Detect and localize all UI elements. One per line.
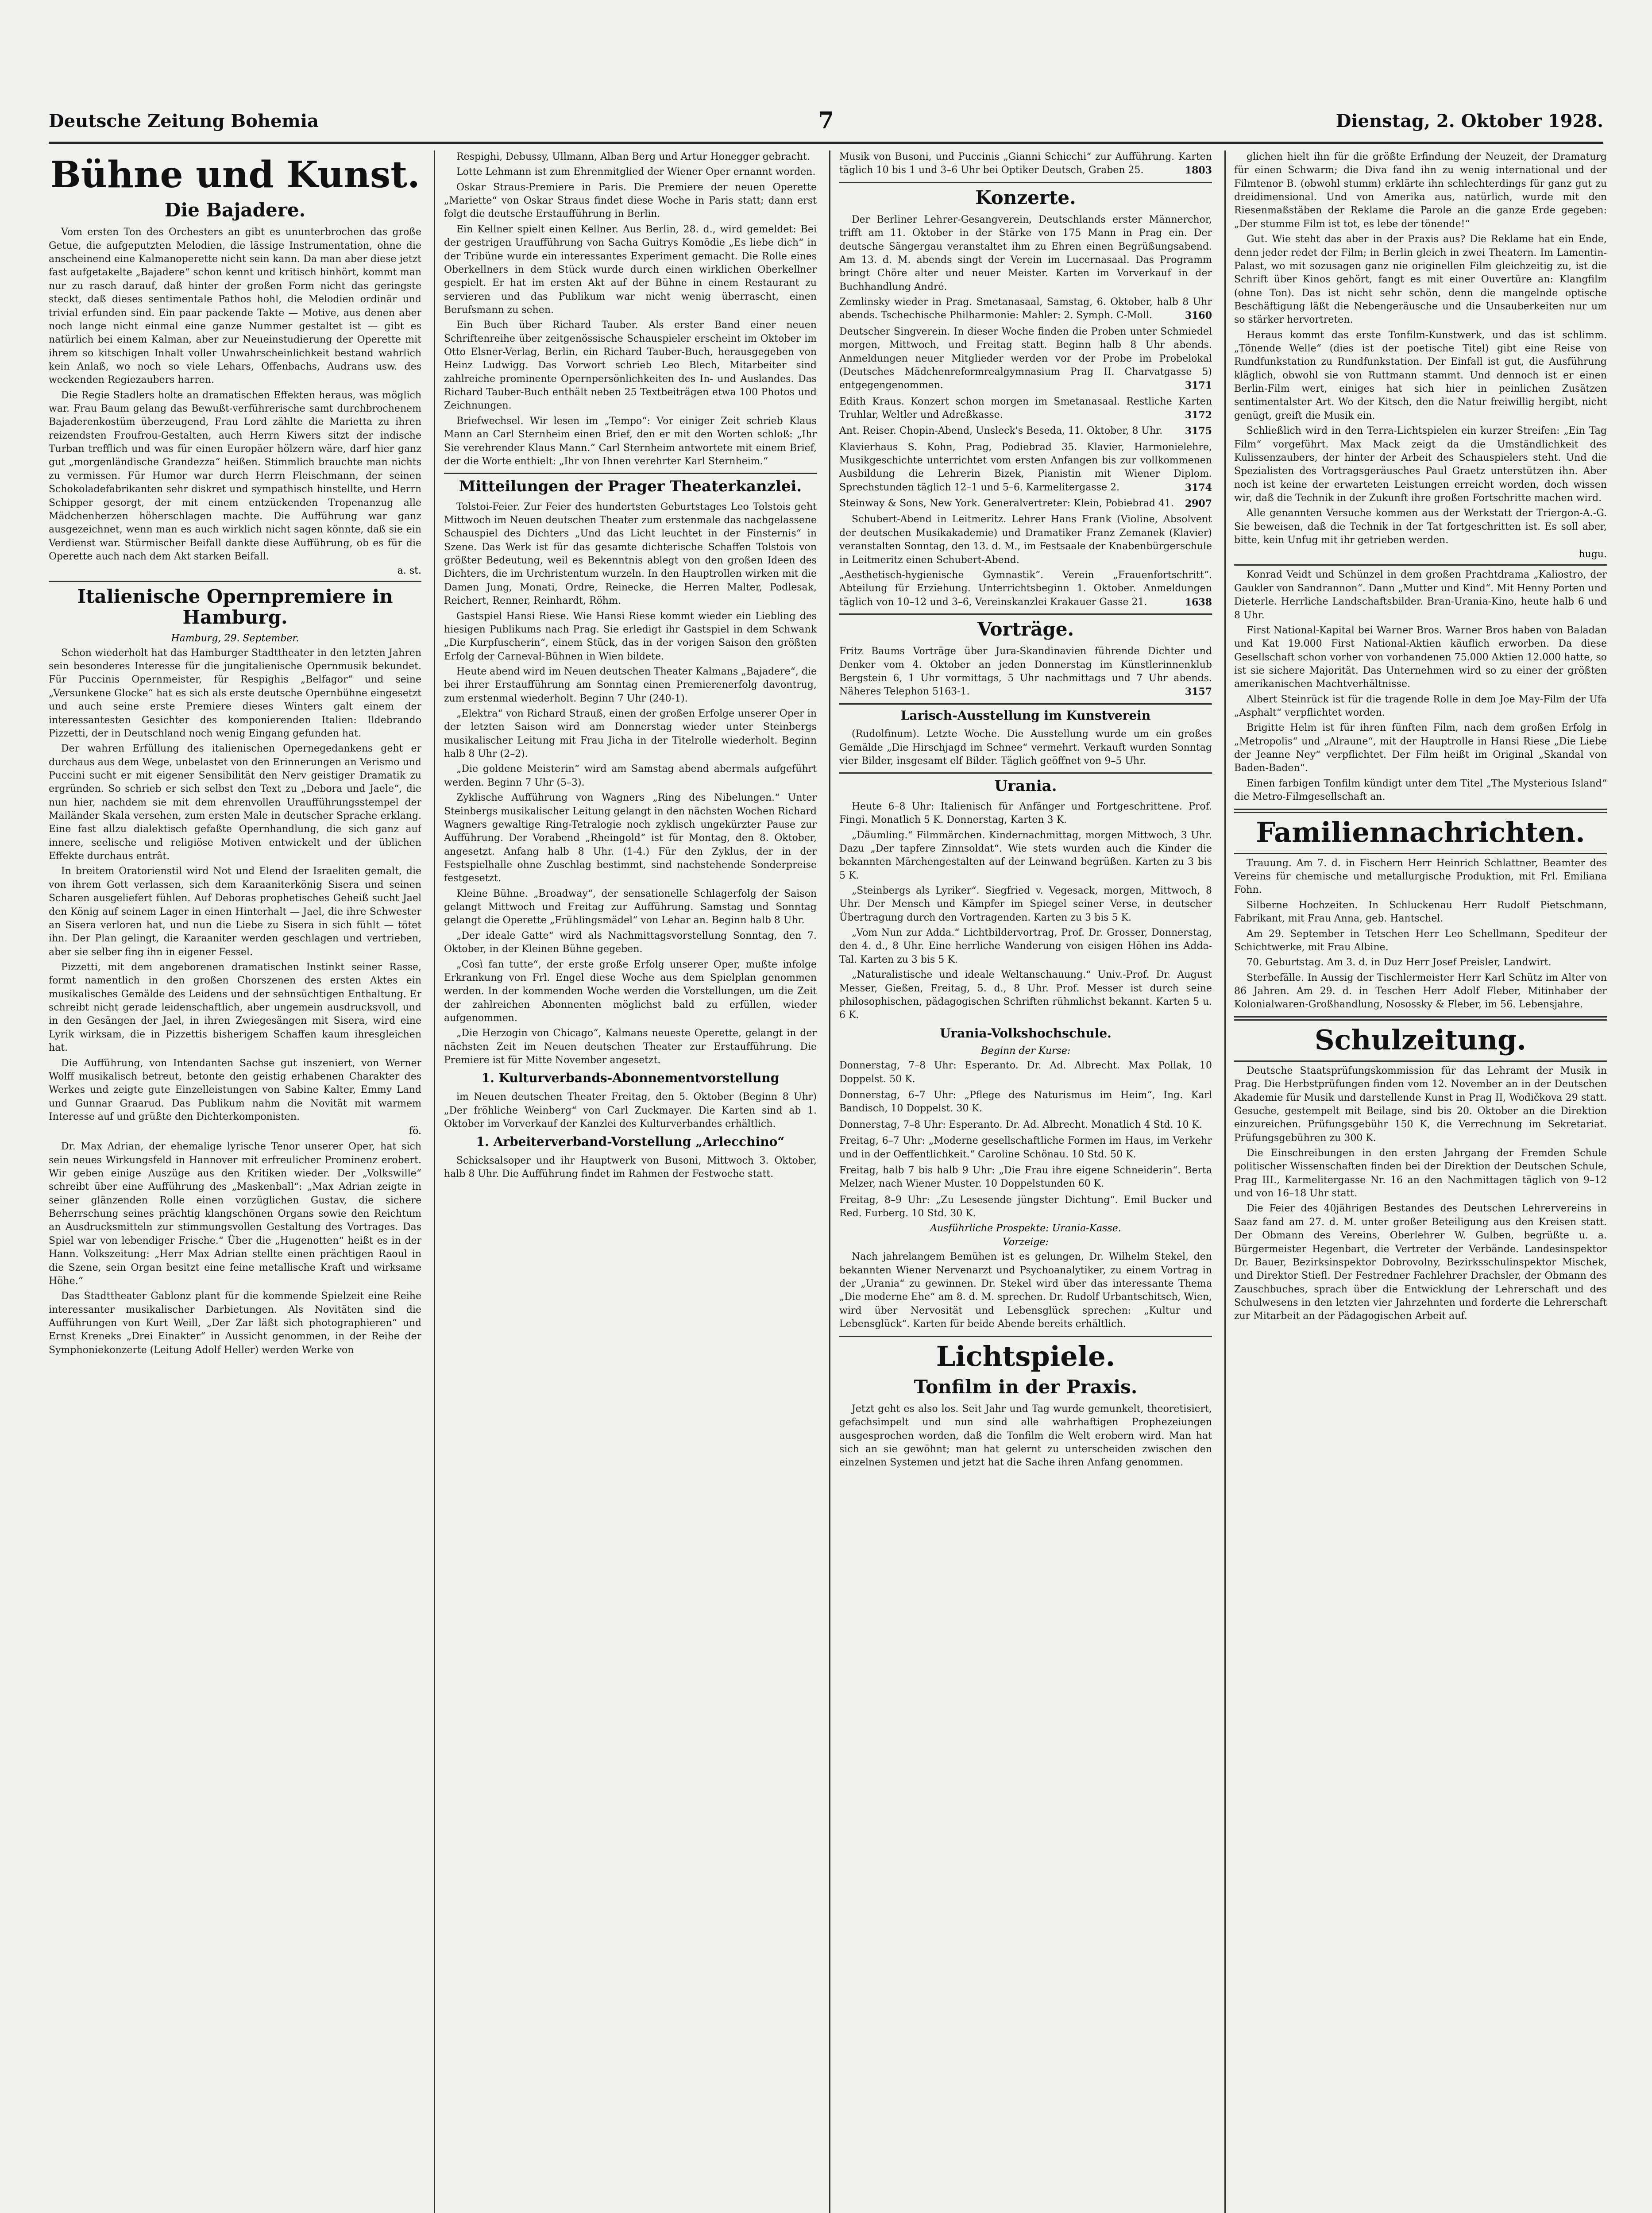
paragraph-larisch: (Rudolfinum). Letzte Woche. Die Ausstellung wurde um ein großes Gemälde „Die Hirschjagd im Schnee“ vermehrt. Verkauft wurden Sonntag vier Bilder, insgesamt elf Bilder. Täglich geöffnet von 9–5 Uhr.	[839, 729, 1212, 767]
column-1	[49, 150, 421, 2213]
notice-kraus: Edith Kraus. Konzert schon morgen im Smetanasaal. Restliche Karten Truhlar, Weltler und Adreßkasse. 3172	[839, 395, 1212, 422]
paragraph-schul3: Die Feier des 40jährigen Bestandes des Deutschen Lehrervereins in Saaz fand am 27. d. M. unter großer Beteiligung aus den Kreisen statt. Der Obmann des Vereins, Oberlehrer W. Gulben, begrüßte u. a. Bürgermeister Hegenbart, die Vertreter der Verbände. Landesinspektor Dr. Bauer, Bezirksinspektor Dobrovolny, Bezirksschulinspektor Mischek, und Direktor Stiefl. Der Festredner Fachlehrer Drachsler, der Obmann des Zauschbuches, sprach über die Entwicklung der Lehrerschaft und des Schulwesens in den letzten vier Jahrzehnten und forderte die Lehrerschaft zur Mitarbeit an der Pädagogischen Arbeit auf.	[1234, 1203, 1607, 1322]
column-4	[1234, 150, 1607, 2213]
page-header	[49, 107, 1603, 142]
section-title-konzerte: Konzerte.	[975, 186, 1076, 208]
signature: hugu.	[1579, 549, 1607, 560]
masthead: Deutsche Zeitung Bohemia	[49, 111, 319, 131]
paragraph-gatte: „Der ideale Gatte“ wird als Nachmittagsvorstellung Sonntag, den 7. Oktober, in der Kleinen Bühne gegeben.	[444, 930, 817, 955]
column-separator	[829, 150, 830, 2213]
paragraph: „Däumling.“ Filmmärchen. Kindernachmittag, morgen Mittwoch, 3 Uhr. Dazu „Der tapfere Zinnsoldat“. Wie stets wurden auch die Kinder die bekannten Märchengestalten auf der Leinwand begrüßen. Karten zu 3 bis 5 K.	[839, 829, 1212, 881]
column-separator	[1224, 150, 1226, 2213]
section-title-buehne: Bühne und Kunst.	[50, 154, 420, 196]
signature: a. st.	[397, 565, 421, 577]
paragraph-herzogin: „Die Herzogin von Chicago“, Kalmans neueste Operette, gelangt in der nächsten Zeit im Neuen deutschen Theater zur Erstaufführung. Die Premiere ist für Mitte November angesetzt.	[444, 1028, 817, 1066]
section-title-vortraege: Vorträge.	[977, 618, 1074, 640]
paragraph-tauber: Ein Buch über Richard Tauber. Als erster Band einer neuen Schriftenreihe über zeitgenössische Schauspieler erscheint im Oktober im Otto Elsner-Verlag, Berlin, ein Richard Tauber-Buch, herausgegeben von Heinz Ludwigg. Das Vorwort schrieb Leo Blech, Mitarbeiter sind zahlreiche prominente Opernpersönlichkeiten des In- und Auslandes. Das Richard Tauber-Buch enthält neben 25 Textbeiträgen etwa 100 Photos und Zeichnungen.	[444, 320, 817, 412]
paragraph: Die Regie Stadlers holte an dramatischen Effekten heraus, was möglich war. Frau Baum gelang das Bewußt-verführerische samt durchbrochenem Bajaderenkostüm überzeugend, Frau Lord zählte die Marietta zu ihren reizendsten Froufrou-Gestalten, auch Herrn Kiwers sitzt der indische Turban trefflich und was für einen Europäer hölzern wäre, darf hier ganz gut „morgenländische Grandezza“ heißen. Stimmlich brauchte man nichts zu vermissen. Für Humor war durch Herrn Fleischmann, der seinen Schokoladefabrikanten sehr diskret und sympathisch hinstellte, und Herrn Schipper gesorgt, der mit einem entzückenden Tropenanzug alle Mädchenherzen höherschlagen machte. Die Aufführung war ganz ausgezeichnet, wenn man es auch wirklich nicht sagen könnte, daß sie ein Verdienst war. Stürmischer Beifall dankte diese Aufführung, ob es für die Operette auch nach dem Akt starken Beifall.	[49, 389, 421, 562]
paragraph: Schon wiederholt hat das Hamburger Stadttheater in den letzten Jahren sein besonderes Interesse für die jungitalienische Opernmusik bekundet. Für Puccinis Opernmeister, für Respighis „Belfagor“ und seine „Versunkene Glocke“ hat es sich als erste deutsche Opernbühne eingesetzt und auch seine erste Premiere dieses Winters galt einem der interessantesten Gesichter des komponierenden Italien: Ildebrando Pizzetti, der in Deutschland noch wenig Eingang gefunden hat.	[49, 647, 421, 739]
paragraph-trauung: Trauung. Am 7. d. in Fischern Herr Heinrich Schlattner, Beamter des Vereins für chemische und metallurgische Produktion, mit Frl. Emiliana Fohn.	[1234, 857, 1607, 896]
heading-arbeiterverband: 1. Arbeiterverband-Vorstellung „Arlecchino“	[476, 1134, 785, 1149]
issue-date: Dienstag, 2. Oktober 1928.	[1335, 111, 1603, 131]
subheading: Beginn der Kurse:	[980, 1045, 1071, 1057]
divider	[49, 581, 421, 582]
paragraph-meisterin: „Die goldene Meisterin“ wird am Samstag abend abermals aufgeführt werden. Beginn 7 Uhr (5–3).	[444, 763, 817, 788]
paragraph-schul1: Deutsche Staatsprüfungskommission für das Lehramt der Musik in Prag. Die Herbstprüfungen finden vom 12. November an in der Deutschen Akademie für Musik und darstellende Kunst in Prag II, Wodičkova 29 statt. Gesuche, gestempelt mit Beilage, sind bis 20. Oktober an die Direktion einzureichen. Prüfungsgebühr 150 K, die Verrechnung im Sekretariat. Prüfungsgebühren zu 300 K.	[1234, 1065, 1607, 1144]
column-2	[444, 150, 817, 2213]
notice-baum: Fritz Baums Vorträge über Jura-Skandinavien führende Dichter und Denker vom 4. Oktober an jeden Donnerstag im Künstlerinnenklub Bergstein 6, 1 Uhr vormittags, 5 Uhr nachmittags und 7 Uhr abends. Näheres Telephon 5163-1. 3157	[839, 645, 1212, 698]
paragraph: „Vom Nun zur Adda.“ Lichtbildervortrag, Prof. Dr. Grosser, Donnerstag, den 4. d., 8 Uhr. Eine herrliche Wanderung von eisigen Höhen ins Adda-Tal. Karten zu 3 bis 5 K.	[839, 927, 1212, 965]
paragraph-arbeiter: Schicksalsoper und ihr Hauptwerk von Busoni, Mittwoch 3. Oktober, halb 8 Uhr. Die Aufführung findet im Rahmen der Festwoche statt.	[444, 1155, 817, 1180]
paragraph: Alle genannten Versuche kommen aus der Werkstatt der Triergon-A.-G. Sie beweisen, daß die Technik in der Tat fortgeschritten ist. Es soll aber, bitte, kein Unfug mit ihr getrieben werden.	[1234, 508, 1607, 546]
section-title-urania: Urania.	[994, 777, 1057, 795]
paragraph: Pizzetti, mit dem angeborenen dramatischen Instinkt seiner Rasse, formt namentlich in den großen Chorszenen des ersten Aktes ein musikalisches Gemälde des Leidens und der sehnsüchtigen Enthaltung. Er schreibt nicht gerade leidenschaftlich, aber ungemein ausdrucksvoll, und in den Gesängen der Jael, in ihren Zwiegesängen mit Sisera, wird eine Lyrik wirksam, die in Pizzettis bisherigem Schaffen kaum ihresgleichen hat.	[49, 962, 421, 1054]
paragraph-tolstoi: Tolstoi-Feier. Zur Feier des hundertsten Geburtstages Leo Tolstois geht Mittwoch im Neuen deutschen Theater zum erstenmale das nachgelassene Schauspiel des Dichters „Und das Licht leuchtet in der Finsternis“ in Szene. Das Werk ist für das gesamte dichterische Schaffen Tolstois von größter Bedeutung, weil es Bekenntnis ablegt von den großen Ideen des Dichters, die im Urchristentum wurzeln. In den Hauptrollen wirken mit die Damen Jung, Monati, Ordre, Reinecke, die Herren Malter, Podlesak, Reichert, Renner, Reinhardt, Röhm.	[444, 501, 817, 607]
notice-zemlinsky: Zemlinsky wieder in Prag. Smetanasaal, Samstag, 6. Oktober, halb 8 Uhr abends. Tschechische Philharmonie: Mahler: 2. Symph. C-Moll. 3160	[839, 296, 1212, 323]
course-item: Freitag, 6–7 Uhr: „Moderne gesellschaftliche Formen im Haus, im Verkehr und in der Oeffentlichkeit.“ Caroline Schönau. 10 Std. 50 K.	[839, 1135, 1212, 1160]
paragraph-ring: Zyklische Aufführung von Wagners „Ring des Nibelungen.“ Unter Steinbergs musikalischer Leitung gelangt in den nächsten Wochen Richard Wagners gewaltige Ring-Tetralogie noch zyklisch ungekürzter Pause zur Aufführung. Der Vorabend „Rheingold“ ist für Montag, den 8. Oktober, angesetzt. Anfang halb 8 Uhr. (1-4.) Für den Zyklus, der in der Festspielhalle ohne Zuschlag bestimmt, sind nachstehende Sonderpreise festgesetzt.	[444, 792, 817, 884]
heading-larisch: Larisch-Ausstellung im Kunstverein	[900, 708, 1151, 723]
paragraph: „Steinbergs als Lyriker“. Siegfried v. Vegesack, morgen, Mittwoch, 8 Uhr. Der Mensch und Kämpfer im Spiegel seiner Verse, in deutscher Übertragung durch den Vortragenden. Karten zu 3 bis 5 K.	[839, 885, 1212, 923]
divider	[1234, 1016, 1607, 1021]
divider	[1234, 1060, 1607, 1062]
paragraph-lehrer: Der Berliner Lehrer-Gesangverein, Deutschlands erster Männerchor, trifft am 11. Oktober in der Stärke von 175 Mann in Prag ein. Der deutsche Sängergau veranstaltet ihm zu Ehren einen Begrüßungsabend. Am 13. d. M. abends singt der Verein im Lucernasaal. Das Programm bringt Chöre alter und neuer Meister. Karten im Vorverkauf in der Buchhandlung André.	[839, 214, 1212, 293]
header-rule	[49, 142, 1603, 144]
paragraph-national: First National-Kapital bei Warner Bros. Warner Bros haben von Baladan und Kat 19.000 First National-Aktien käuflich erworben. Da diese Gesellschaft schon vorher von vorhandenen 75.000 Aktien 12.000 hatte, so ist sie sichere Majorität. Das Unternehmen wird so zu einer der größten amerikanischen Machtverhältnisse.	[1234, 625, 1607, 690]
course-item: Donnerstag, 7–8 Uhr: Esperanto. Dr. Ad. Albrecht. Max Pollak, 10 Doppelst. 50 K.	[839, 1060, 1212, 1085]
paragraph: Der wahren Erfüllung des italienischen Opernegedankens geht er durchaus aus dem Wege, unbelastet von den Erinnerungen an Verismo und Puccini sucht er mit eigener Sensibilität den Nerv geistiger Dramatik zu ergründen. So schrieb er sich selbst den Text zu „Debora und Jaele“, die nun hier, nachdem sie mit dem ehrenvollen Uraufführungsstempel der Mailänder Skala versehen, zum ersten Male in deutscher Sprache erklang. Eine fast allzu dialektisch gefaßte Opernhandlung, die sich ganz auf innere, seelische und religiöse Motiven entwickelt und der üblichen Effekte durchaus entrât.	[49, 743, 421, 862]
paragraph: Heraus kommt das erste Tonfilm-Kunstwerk, und das ist schlimm. „Tönende Welle“ (dies ist der poetische Titel) gibt eine Reise von Rundfunkstation zu Rundfunkstation. Der Einfall ist gut, die Ausführung kläglich, obwohl sie von Ruttmann stammt. Und dennoch ist er einen Berlin-Film wert, einiges hat sich hier in peinlichen Zusätzen sentimentalster Art. Wo der Kitsch, den die Natur freiwillig hergibt, nicht genügt, greift die Musik ein.	[1234, 329, 1607, 421]
heading-kulturverband: 1. Kulturverbands-Abonnementvorstellung	[481, 1071, 780, 1086]
paragraph: Respighi, Debussy, Ullmann, Alban Berg und Artur Honegger gebracht.	[456, 151, 811, 162]
divider	[839, 613, 1212, 615]
section-title-mitteilungen: Mitteilungen der Prager Theaterkanzlei.	[459, 478, 802, 496]
section-title-familien: Familiennachrichten.	[1256, 816, 1585, 848]
paragraph-helm: Brigitte Helm ist für ihren fünften Film, nach dem großen Erfolg in „Metropolis“ und „Alraune“, mit der Hauptrolle in Hansi Riese „Die Liebe der Jeanne Ney“ verpflichtet. Der Film heißt im Original „Skandal von Baden-Baden“.	[1234, 722, 1607, 774]
course-item: Donnerstag, 6–7 Uhr: „Pflege des Naturismus im Heim“, Ing. Karl Bandisch, 10 Doppelst. 30 K.	[839, 1090, 1212, 1114]
paragraph-veidt: Konrad Veidt und Schünzel in dem großen Prachtdrama „Kaliostro, der Gaukler von Sandrannon“. Dann „Mutter und Kind“. Mit Henny Porten und Dieterle. Herrliche Landschaftsbilder. Bran-Urania-Kino, heute halb 6 und 8 Uhr.	[1234, 569, 1607, 621]
course-item: Freitag, 8–9 Uhr: „Zu Lesesende jüngster Dichtung“. Emil Bucker und Red. Furberg. 10 Std. 30 K.	[839, 1194, 1212, 1219]
paragraph-broadway: Kleine Bühne. „Broadway“, der sensationelle Schlagerfolg der Saison gelangt Mittwoch und Freitag zur Aufführung. Samstag und Sonntag gelangt die Operette „Frühlingsmädel“ von Lehar an. Beginn halb 8 Uhr.	[444, 888, 817, 926]
paragraph: glichen hielt ihn für die größte Erfindung der Neuzeit, der Dramaturg für einen Schwarm; die Diva fand ihn zu wenig international und der Filmtenor B. (obwohl stumm) erklärte ihn schlechterdings für ganz gut zu dreidimensional. Und von Amerika aus, natürlich, wurde mit den Riesenmaßstäben der Reklame die Parole an die ganze Erde gegeben: „Der stumme Film ist tot, es lebe der tönende!“	[1234, 151, 1607, 230]
divider	[444, 473, 817, 474]
section-title-schulzeitung: Schulzeitung.	[1314, 1023, 1527, 1056]
paragraph-straus: Oskar Straus-Premiere in Paris. Die Premiere der neuen Operette „Mariette“ von Oskar Straus findet diese Woche in Paris statt; dann erst folgt die deutsche Erstaufführung in Berlin.	[444, 181, 817, 220]
paragraph-schubert: Schubert-Abend in Leitmeritz. Lehrer Hans Frank (Violine, Absolvent der deutschen Musikakademie) und Dramatiker Franz Zemanek (Klavier) veranstalten Sonntag, den 13. d. M., im Festsaale der Knabenbürgerschule in Leitmeritz einen Schubert-Abend.	[839, 514, 1212, 566]
notice-steinway: Steinway & Sons, New York. Generalvertreter: Klein, Pobiebrad 41. 2907	[839, 497, 1212, 510]
paragraph: Gut. Wie steht das aber in der Praxis aus? Die Reklame hat ein Ende, denn jeder redet der Film; in Berlin gleich in zwei Theatern. Im Lamentin-Palast, wo mit sozusagen ganz nie originellen Film gleichzeitig zu, ist die Schrift über Kinos gehört, fangt es mit einer Ouvertüre an: Klangfilm (ohne Ton). Das ist nicht sehr schön, denn die mangelnde optische Beschäftigung läßt die Nebengeräusche und die Unsauberkeiten nur um so stärker hervortreten.	[1234, 234, 1607, 326]
paragraph: Vom ersten Ton des Orchesters an gibt es ununterbrochen das große Getue, die aufgeputzten Melodien, die lässige Instrumentation, ohne die anscheinend eine Kalmanoperette nicht sein kann. Da man aber diese jetzt fast aufgetakelte „Bajadere“ schon kennt und kritisch hinhört, kommt man nur zu rasch darauf, daß hinter der großen Form nicht das geringste steckt, daß dieses sentimentale Pathos hohl, die Melodien ordinär und trivial erfunden sind. Ein paar packende Takte — Motive, aus denen aber noch lange nicht einmal eine ganze Nummer gestaltet ist — gibt es natürlich bei einem Kalman, aber zur Neueinstudierung der Operette mit ihrem so kitschigen Inhalt voller Unwahrscheinlichkeit bestand wahrlich kein Anlaß, wo noch so viele Lehars, Offenbachs, Audrans usw. des weckenden Regiezaubers harren.	[49, 227, 421, 386]
divider	[839, 182, 1212, 183]
notice-gymnastik: „Aesthetisch-hygienische Gymnastik“. Verein „Frauenfortschritt“. Abteilung für Erziehung. Unterrichtsbeginn 1. Oktober. Anmeldungen täglich von 10–12 und 3–6, Vereinskanzlei Krakauer Gasse 21. 1638	[839, 569, 1212, 609]
paragraph-sterbe: Sterbefälle. In Aussig der Tischlermeister Herr Karl Schütz im Alter von 86 Jahren. Am 29. d. in Teschen Herr Adolf Fleber, Mitinhaber der Kolonialwaren-Großhandlung, Nosossky & Fleber, im 56. Lebensjahre.	[1234, 972, 1607, 1010]
subheading: Vorzeige:	[1003, 1237, 1049, 1248]
paragraph: In breitem Oratorienstil wird Not und Elend der Israeliten gemalt, die von ihrem Gott verlassen, sich dem Karaaniterkönig Sisera und seinen Scharen ausgeliefert fühlen. Auf Deboras prophetisches Geheiß sucht Jael den König auf seinem Lager in einen Hinterhalt — Jael, die ihre Schwester an Sisera verloren hat, und nun die Liebe zu Sisera in sich fühlt — tötet ihn. Der Plan gelingt, die Karaaniter werden geschlagen und vertrieben, aber sie selber fing ihn in eigener Fessel.	[49, 866, 421, 958]
notice-reiser: Ant. Reiser. Chopin-Abend, Unsleck's Beseda, 11. Oktober, 8 Uhr. 3175	[839, 424, 1212, 438]
divider	[1234, 809, 1607, 813]
notice-busoni: Musik von Busoni, und Puccinis „Gianni Schicchi“ zur Aufführung. Karten täglich 10 bis 1 und 3–6 Uhr bei Optiker Deutsch, Graben 25. 1803	[839, 150, 1212, 177]
paragraph: Schließlich wird in den Terra-Lichtspielen ein kurzer Streifen: „Ein Tag Film“ vorgeführt. Max Mack zeigt da die Umständlichkeit des Kulissenzaubers, der hinter der Arbeit des Schauspielers steht. Und die Spezialisten des Vortragsgeräusches Paul Graetz unterstützen ihn. Aber noch ist keine der erwarteten Leistungen erreicht worden, doch wissen wir, daß die Technik in der Zukunft ihre großen Fortschritte machen wird.	[1234, 425, 1607, 504]
paragraph-silber: Silberne Hochzeiten. In Schluckenau Herr Rudolf Pietschmann, Fabrikant, mit Frau Anna, geb. Hantschel.	[1234, 899, 1607, 925]
notice-number: 2907	[1185, 498, 1212, 510]
dateline: Hamburg, 29. September.	[171, 632, 299, 644]
article-title-bajadere: Die Bajadere.	[164, 199, 306, 221]
notice-number: 1803	[1185, 165, 1212, 177]
notice-number: 3174	[1185, 482, 1212, 493]
signature: fö.	[409, 1126, 421, 1137]
paragraph-schul2: Die Einschreibungen in den ersten Jahrgang der Fremden Schule politischer Wissenschaften finden bei der Direktion der Deutschen Schule, Prag III., Karmelitergasse Nr. 16 an den Nachmittagen täglich von 9–12 und von 16–18 Uhr statt.	[1234, 1148, 1607, 1199]
paragraph-kalmans: Heute abend wird im Neuen deutschen Theater Kalmans „Bajadere“, die bei ihrer Erstaufführung am Sonntag einen Premierenerfolg davontrug, zum erstenmal wiederholt. Beginn 7 Uhr (240-1).	[444, 666, 817, 704]
paragraph-kellner: Ein Kellner spielt einen Kellner. Aus Berlin, 28. d., wird gemeldet: Bei der gestrigen Uraufführung von Sacha Guitrys Komödie „Es liebe dich“ in der Tribüne wurde ein interessantes Experiment gemacht. Die Rolle eines Oberkellners in dem Stück wurde durch einen wirklichen Oberkellner gespielt. Er hat im ersten Akt auf der Bühne in einem Restaurant zu servieren und das Publikum war nicht wenig überrascht, einen Berufsmann zu sehen.	[444, 224, 817, 316]
paragraph-briefwechsel: Briefwechsel. Wir lesen im „Tempo“: Vor einiger Zeit schrieb Klaus Mann an Carl Sternheim einen Brief, den er mit den Worten schloß: „Ihr Sie verehrender Klaus Mann.“ Carl Sternheim antwortete mit einem Brief, der die Worte enthielt: „Ihr von Ihnen verehrter Karl Sternheim.“	[444, 415, 817, 467]
column-3	[839, 150, 1212, 2213]
page-number: 7	[818, 107, 834, 134]
paragraph: „Naturalistische und ideale Weltanschauung.“ Univ.-Prof. Dr. August Messer, Gießen, Freitag, 5. d., 8 Uhr. Prof. Messer ist durch seine philosophischen, pädagogischen Schriften rühmlichst bekannt. Karten 5 u. 6 K.	[839, 969, 1212, 1021]
notice-number: 3171	[1185, 380, 1212, 392]
paragraph-farbig: Einen farbigen Tonfilm kündigt unter dem Titel „The Mysterious Island“ die Metro-Filmgesellschaft an.	[1234, 778, 1607, 803]
paragraph-cosi: „Così fan tutte“, der erste große Erfolg unserer Oper, mußte infolge Erkrankung von Frl. Engel diese Woche aus dem Spielplan genommen werden. In der kommenden Woche werden die Vorstellungen, um die Zeit der zahlreichen Abonnenten möglichst bald zu erfüllen, wieder aufgenommen.	[444, 959, 817, 1024]
divider	[1234, 853, 1607, 854]
divider	[839, 772, 1212, 774]
paragraph-adrian: Dr. Max Adrian, der ehemalige lyrische Tenor unserer Oper, hat sich sein neues Wirkungsfeld in Hannover mit erfreulicher Prominenz erobert. Wir geben einige Auszüge aus den Kritiken wieder. Der „Volkswille“ schreibt über eine Aufführung des „Maskenball“: „Max Adrian zeigte in seiner glänzenden Rolle einen vorzüglichen Gustav, die sichere Beherrschung seines prächtig klangschönen Organs sowie den Reichtum an Ausdrucksmitteln zur stimmungsvollen Gestaltung des Vortrages. Das Spiel war von lebendiger Frische.“ Über die „Hugenotten“ heißt es in der Hann. Volkszeitung: „Herr Max Adrian stellte einen prächtigen Raoul in die Szene, sein Organ besitzt eine feine metallische Kraft und wirksame Höhe.“	[49, 1141, 421, 1287]
paragraph: Die Aufführung, von Intendanten Sachse gut inszeniert, von Werner Wolff musikalisch betreut, betonte den geistig erhabenen Charakter des Werkes und zeigte gute Einzelleistungen von Sabine Kalter, Emmy Land und Gunnar Graarud. Das Publikum nahm die Novität mit warmem Interesse auf und grüßte den Dichterkomponisten.	[49, 1057, 421, 1122]
notice-number: 3172	[1185, 409, 1212, 421]
notice-number: 3175	[1185, 425, 1212, 437]
paragraph-steinrueck: Albert Steinrück ist für die tragende Rolle in dem Joe May-Film der Ufa „Asphalt“ verpflichtet worden.	[1234, 694, 1607, 719]
course-footer: Ausführliche Prospekte: Urania-Kasse.	[930, 1223, 1121, 1234]
paragraph-geburtstag: 70. Geburtstag. Am 3. d. in Duz Herr Josef Preisler, Landwirt.	[1247, 957, 1552, 968]
paragraph: Heute 6–8 Uhr: Italienisch für Anfänger und Fortgeschrittene. Prof. Fingi. Monatlich 5 K. Donnerstag, Karten 3 K.	[839, 801, 1212, 826]
notice-number: 3157	[1185, 686, 1212, 698]
paragraph-kultur: im Neuen deutschen Theater Freitag, den 5. Oktober (Beginn 8 Uhr) „Der fröhliche Weinberg“ von Carl Zuckmayer. Die Karten sind ab 1. Oktober im Vorverkauf der Kanzlei des Kulturverbandes erhältlich.	[444, 1091, 817, 1130]
divider	[1234, 564, 1607, 566]
column-separator	[434, 150, 435, 2213]
notice-singverein: Deutscher Singverein. In dieser Woche finden die Proben unter Schmiedel morgen, Mittwoch, und Freitag statt. Beginn halb 8 Uhr abends. Anmeldungen neuer Mitglieder werden vor der Probe im Probelokal (Deutsches Mädchenreformrealgymnasium Prag II. Charvatgasse 5) entgegengenommen. 3171	[839, 325, 1212, 393]
paragraph-stekel: Nach jahrelangem Bemühen ist es gelungen, Dr. Wilhelm Stekel, den bekannten Wiener Nervenarzt und Psychoanalytiker, zu einem Vortrag in der „Urania“ zu gewinnen. Dr. Stekel wird über das interessante Thema „Die moderne Ehe“ am 8. d. M. sprechen. Dr. Rudolf Urbantschitsch, Wien, wird über Nervosität und Lebensglück sprechen: „Kultur und Lebensglück“. Karten für beide Abende bereits erhältlich.	[839, 1251, 1212, 1330]
paragraph-silber2: Am 29. September in Tetschen Herr Leo Schellmann, Spediteur der Schichtwerke, mit Frau Albine.	[1234, 928, 1607, 953]
section-title-lichtspiele: Lichtspiele.	[936, 1340, 1115, 1373]
divider	[839, 1336, 1212, 1337]
columns	[49, 150, 1607, 2213]
notice-kohn: Klavierhaus S. Kohn, Prag, Podiebrad 35. Klavier, Harmonielehre, Musikgeschichte unterrichtet vom ersten Anfangen bis zur vollkommenen Ausbildung die Lehrerin Bizek, Pianistin mit Wiener Diplom. Sprechstunden täglich 12–1 und 5–6. Karmelitergasse 2. 3174	[839, 441, 1212, 494]
notice-number: 1638	[1185, 596, 1212, 608]
notice-number: 3160	[1185, 310, 1212, 322]
course-item: Donnerstag, 7–8 Uhr: Esperanto. Dr. Ad. Albrecht. Monatlich 4 Std. 10 K.	[839, 1119, 1203, 1130]
course-item: Freitag, halb 7 bis halb 9 Uhr: „Die Frau ihre eigene Schneiderin“. Berta Melzer, nach Wiener Muster. 10 Doppelstunden 60 K.	[839, 1164, 1212, 1190]
paragraph-elektra: „Elektra“ von Richard Strauß, einen der großen Erfolge unserer Oper in der letzten Saison wird am Donnerstag wieder unter Steinbergs musikalischer Leitung mit Frau Jicha in der Titelrolle wiederholt. Beginn halb 8 Uhr (2–2).	[444, 708, 817, 760]
paragraph-riese: Gastspiel Hansi Riese. Wie Hansi Riese kommt wieder ein Liebling des hiesigen Publikums nach Prag. Sie erledigt ihr Gastspiel in dem Schwank „Die Kurpfuscherin“, einem Stück, das in der vorigen Saison den größten Erfolg der Carneval-Bühnen in Wien bildete.	[444, 610, 817, 662]
heading-volkshochschule: Urania-Volkshochschule.	[940, 1026, 1112, 1041]
divider	[839, 703, 1212, 705]
paragraph: Lotte Lehmann ist zum Ehrenmitglied der Wiener Oper ernannt worden.	[456, 166, 816, 178]
paragraph-tonfilm: Jetzt geht es also los. Seit Jahr und Tag wurde gemunkelt, theoretisiert, gefachsimpelt und nun sind alle wahrhaftigen Prophezeiungen ausgesprochen worden, daß die Tonfilm die Welt erobern wird. Man hat sich an sie gewöhnt; man hat gelernt zu unterscheiden zwischen den einzelnen Systemen und jetzt hat die Sache ihren Anfang genommen.	[839, 1403, 1212, 1469]
article-title-tonfilm: Tonfilm in der Praxis.	[914, 1376, 1138, 1398]
paragraph-gablonz: Das Stadttheater Gablonz plant für die kommende Spielzeit eine Reihe interessanter musikalischer Darbietungen. Als Novitäten sind die Aufführungen von Kurt Weill, „Der Zar läßt sich photographieren“ und Ernst Kreneks „Drei Einakter“ in Aussicht genommen, in der Reihe der Symphoniekonzerte (Leitung Adolf Heller) werden Werke von	[49, 1291, 421, 1356]
article-title-italienisch: Italienische Opernpremiere in Hamburg.	[77, 586, 393, 628]
